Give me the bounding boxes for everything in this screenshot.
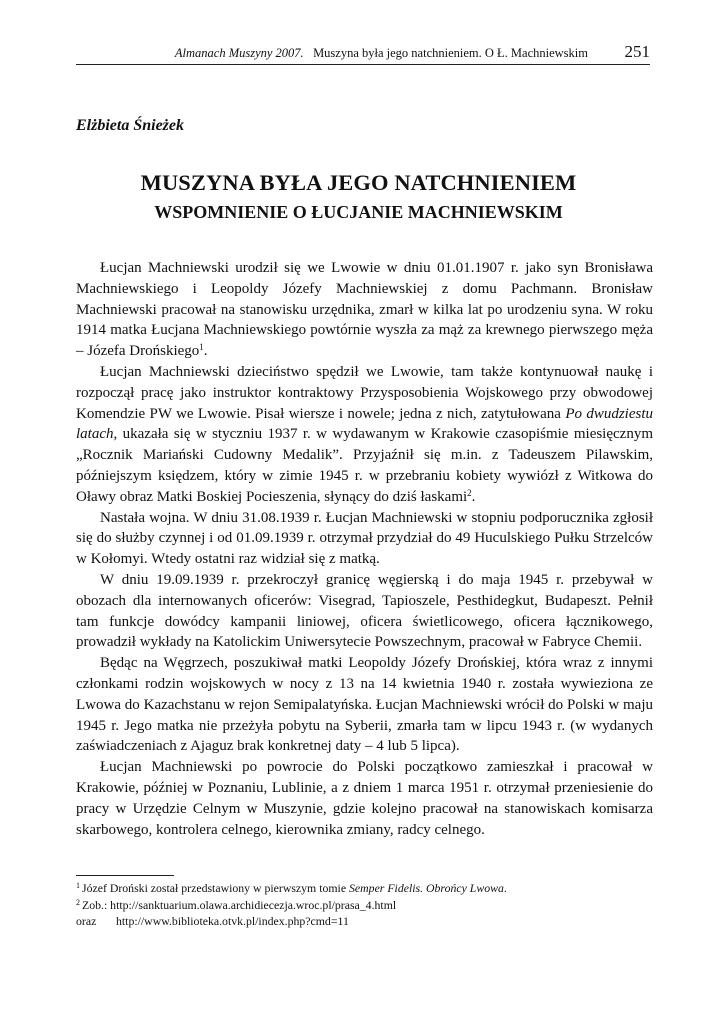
article-subtitle: WSPOMNIENIE O ŁUCJANIE MACHNIEWSKIM [154,202,563,222]
author-name: Elżbieta Śnieżek [76,117,185,134]
footnote-divider [76,875,174,876]
footnote-2-continued [76,913,653,930]
footnote-2 [76,897,653,914]
paragraph-3: Nastała wojna. W dniu 31.08.1939 r. Łucjan Machniewski w stopniu podporucznika zgłosił się do służby czynnej i od 01.09.1939 r. otrzymał przydział do 49 Huculskiego Pułku Strzelców w Kołomyi. Wtedy ostatni raz widział się z matką. [76,509,653,568]
footnote-1-tail: . [503,881,507,895]
footnote-1 [76,880,653,897]
footnote-ref-2: 2 [467,487,472,498]
paragraph-2-text-a: Łucjan Machniewski dzieciństwo spędził we Lwowie, tam także kontynuował naukę i rozpoczął pracę jako instruktor kontraktowy Przysposobienia Wojskowego przy obwodowej Komendzie PW we Lwowie. Pisał wiersze i nowele; jedna z nich, zatytułowana [76,363,653,422]
paragraph-2 [76,362,653,508]
nowela-title: Po dwudziestu latach [76,405,653,443]
article-body [76,258,653,840]
page-number: 251 [624,42,650,61]
running-head [76,42,650,65]
footnote-2-text: Zob.: http://sanktuarium.olawa.archidiecezja.wroc.pl/prasa_4.html [82,897,397,912]
paragraph-4: W dniu 19.09.1939 r. przekroczył granicę węgierską i do maja 1945 r. przebywał w obozach dla internowanych oficerów: Visegrad, Tapioszele, Pesthidegkut, Budapeszt. Pełnił tam funkcje dowódcy kampanii liniowej, oficera świetlicowego, oficera łącznikowego, prowadził wykłady na Katolickim Uniwersytecie Powszechnym, pracował w Fabryce Chemii. [76,571,653,651]
footnote-1-book-title: Semper Fidelis. Obrońcy Lwowa [349,881,504,895]
running-head-text [175,46,588,61]
footnote-ref-1: 1 [199,342,204,353]
footnote-1-text: Józef Droński został przedstawiony w pierwszym tomie [82,881,350,895]
footnotes [76,880,653,930]
paragraph-1 [76,258,653,362]
footnote-2-number: 2 [76,897,80,907]
paragraph-1-text: Łucjan Machniewski urodził się we Lwowie w dniu 01.01.1907 r. jako syn Bronisława Machniewskiego i Leopoldy Józefy Machniewskiej z domu Pachmann. Bronisław Machniewski pracował na stanowisku urzędnika, zmarł w kilka lat po urodzeniu syna. W roku 1914 matka Łucjana Machniewskiego powtórnie wyszła za mąż za krewnego pierwszego męża – Józefa Drońskiego [76,260,653,360]
paragraph-2-text-b: , ukazała się w styczniu 1937 r. w wydawanym w Krakowie czasopiśmie miesięcznym „Rocznik Mariański Cudowny Medalik”. Przyjaźnił się m.in. z Tadeuszem Pilawskim, późniejszym księdzem, który w zimie 1945 r. w przebraniu kobiety wywiózł z Witkowa do Oławy obraz Matki Boskiej Pocieszenia, słynący do dziś łaskami [76,426,653,505]
footnote-1-number: 1 [76,881,80,890]
paragraph-5: Będąc na Węgrzech, poszukiwał matki Leopoldy Józefy Drońskiej, która wraz z innymi członkami rodzin wojskowych w nocy z 13 na 14 kwietnia 1940 r. została wywieziona ze Lwowa do Kazachstanu w rejon Semipalatyńska. Łucjan Machniewski wrócił do Polski w maju 1945 r. Jego matka nie przeżyła pobytu na Syberii, zmarła tam w lipcu 1943 r. (w wydanych zaświadczeniach z Ajaguz brak konkretnej daty – 4 lub 5 lipca). [76,655,653,755]
paragraph-6: Łucjan Machniewski po powrocie do Polski początkowo zamieszkał i pracował w Krakowie, później w Poznaniu, Lublinie, a z dniem 1 marca 1951 r. otrzymał przeniesienie do pracy w Urzędzie Celnym w Muszynie, gdzie kolejno pracował na stanowiskach komisarza skarbowego, kontrolera celnego, kierownika zmiany, radcy celnego. [76,759,653,838]
footnote-2-prefix: oraz [76,914,97,928]
paragraph-2-tail: . [471,488,476,505]
article-short-title: Muszyna była jego natchnieniem. O Ł. Machniewskim [313,46,588,60]
footnote-2-second-url: http://www.biblioteka.otvk.pl/index.php?cmd=11 [116,914,349,928]
paragraph-1-tail: . [203,343,208,360]
article-title: MUSZYNA BYŁA JEGO NATCHNIENIEM [140,170,577,195]
journal-name: Almanach Muszyny 2007. [174,46,304,60]
